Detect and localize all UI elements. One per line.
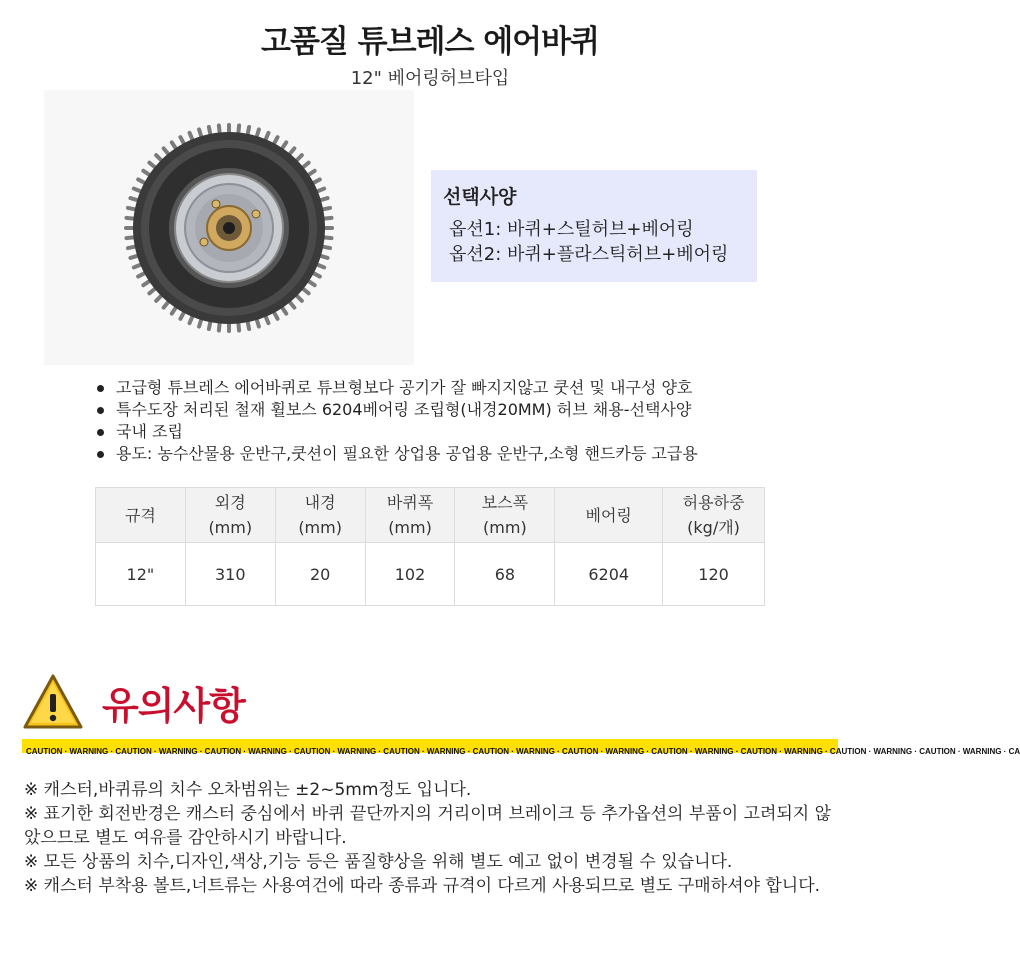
- spec-header-cell: 허용하중 (kg/개): [663, 488, 765, 543]
- spec-cell: 68: [455, 543, 555, 606]
- spec-header-row: [96, 488, 765, 543]
- spec-cell: 102: [365, 543, 455, 606]
- warning-triangle-icon: [22, 673, 84, 731]
- spec-cell: 12": [96, 543, 186, 606]
- option-box: [431, 170, 757, 282]
- feature-item: 고급형 튜브레스 에어바퀴로 튜브형보다 공기가 잘 빠지지않고 쿳션 및 내구성 양호: [96, 377, 836, 399]
- page-subtitle: 12" 베어링허브타입: [350, 68, 510, 89]
- note-line: ※ 모든 상품의 치수,디자인,색상,기능 등은 품질향상을 위해 별도 예고 없이 변경될 수 있습니다.: [24, 852, 733, 872]
- spec-header-cell: 규격: [96, 488, 186, 543]
- caution-title: 유의사항: [102, 683, 245, 728]
- wheel-photo: [44, 90, 414, 365]
- option-item: 옵션2: 바퀴+플라스틱허브+베어링: [449, 244, 729, 265]
- spec-header-cell: 바퀴폭 (mm): [365, 488, 455, 543]
- option-title: 선택사양: [443, 186, 517, 208]
- spec-header-cell: 외경 (mm): [185, 488, 275, 543]
- feature-item: 용도: 농수산물용 운반구,쿳션이 필요한 상업용 공업용 운반구,소형 핸드카등 고급용: [96, 443, 836, 465]
- page-title: 고품질 튜브레스 에어바퀴: [261, 24, 599, 60]
- notes-section: [24, 778, 840, 898]
- spec-table: [95, 487, 765, 606]
- spec-header-cell: 베어링: [555, 488, 663, 543]
- spec-cell: 6204: [555, 543, 663, 606]
- spec-cell: 20: [275, 543, 365, 606]
- table-row: [96, 543, 765, 606]
- spec-cell: 310: [185, 543, 275, 606]
- note-line: ※ 캐스터 부착용 볼트,너트류는 사용여건에 따라 종류과 규격이 다르게 사용되므로 별도 구매하셔야 합니다.: [24, 876, 821, 896]
- note-line: ※ 표기한 회전반경은 캐스터 중심에서 바퀴 끝단까지의 거리이며 브레이크 등 추가옵션의 부품이 고려되지 않았으므로 별도 여유를 감안하시기 바랍니다.: [24, 804, 832, 848]
- spec-header-cell: 내경 (mm): [275, 488, 365, 543]
- feature-item: 국내 조립: [96, 421, 836, 443]
- feature-list: [96, 377, 836, 465]
- spec-cell: 120: [663, 543, 765, 606]
- feature-item: 특수도장 처리된 철재 휠보스 6204베어링 조립형(내경20MM) 허브 채용-선택사양: [96, 399, 836, 421]
- spec-header-cell: 보스폭 (mm): [455, 488, 555, 543]
- option-item: 옵션1: 바퀴+스틸허브+베어링: [449, 219, 694, 240]
- caution-tape: [22, 739, 1020, 756]
- note-line: ※ 캐스터,바퀴류의 치수 오차범위는 ±2~5mm정도 입니다.: [24, 780, 472, 800]
- caution-heading: [22, 672, 245, 732]
- caution-tape-text: CAUTION · WARNING · CAUTION · WARNING · CAUTION · WARNING · CAUTION · WARNING · CAUTION · WARNING · CAUTION · WARNING · CAUTION · WARNING · CAUTION · WARNING · CAUTION · WARNING · CAUTION · WARNING · CAUTION · WARNING · CA: [26, 747, 1020, 756]
